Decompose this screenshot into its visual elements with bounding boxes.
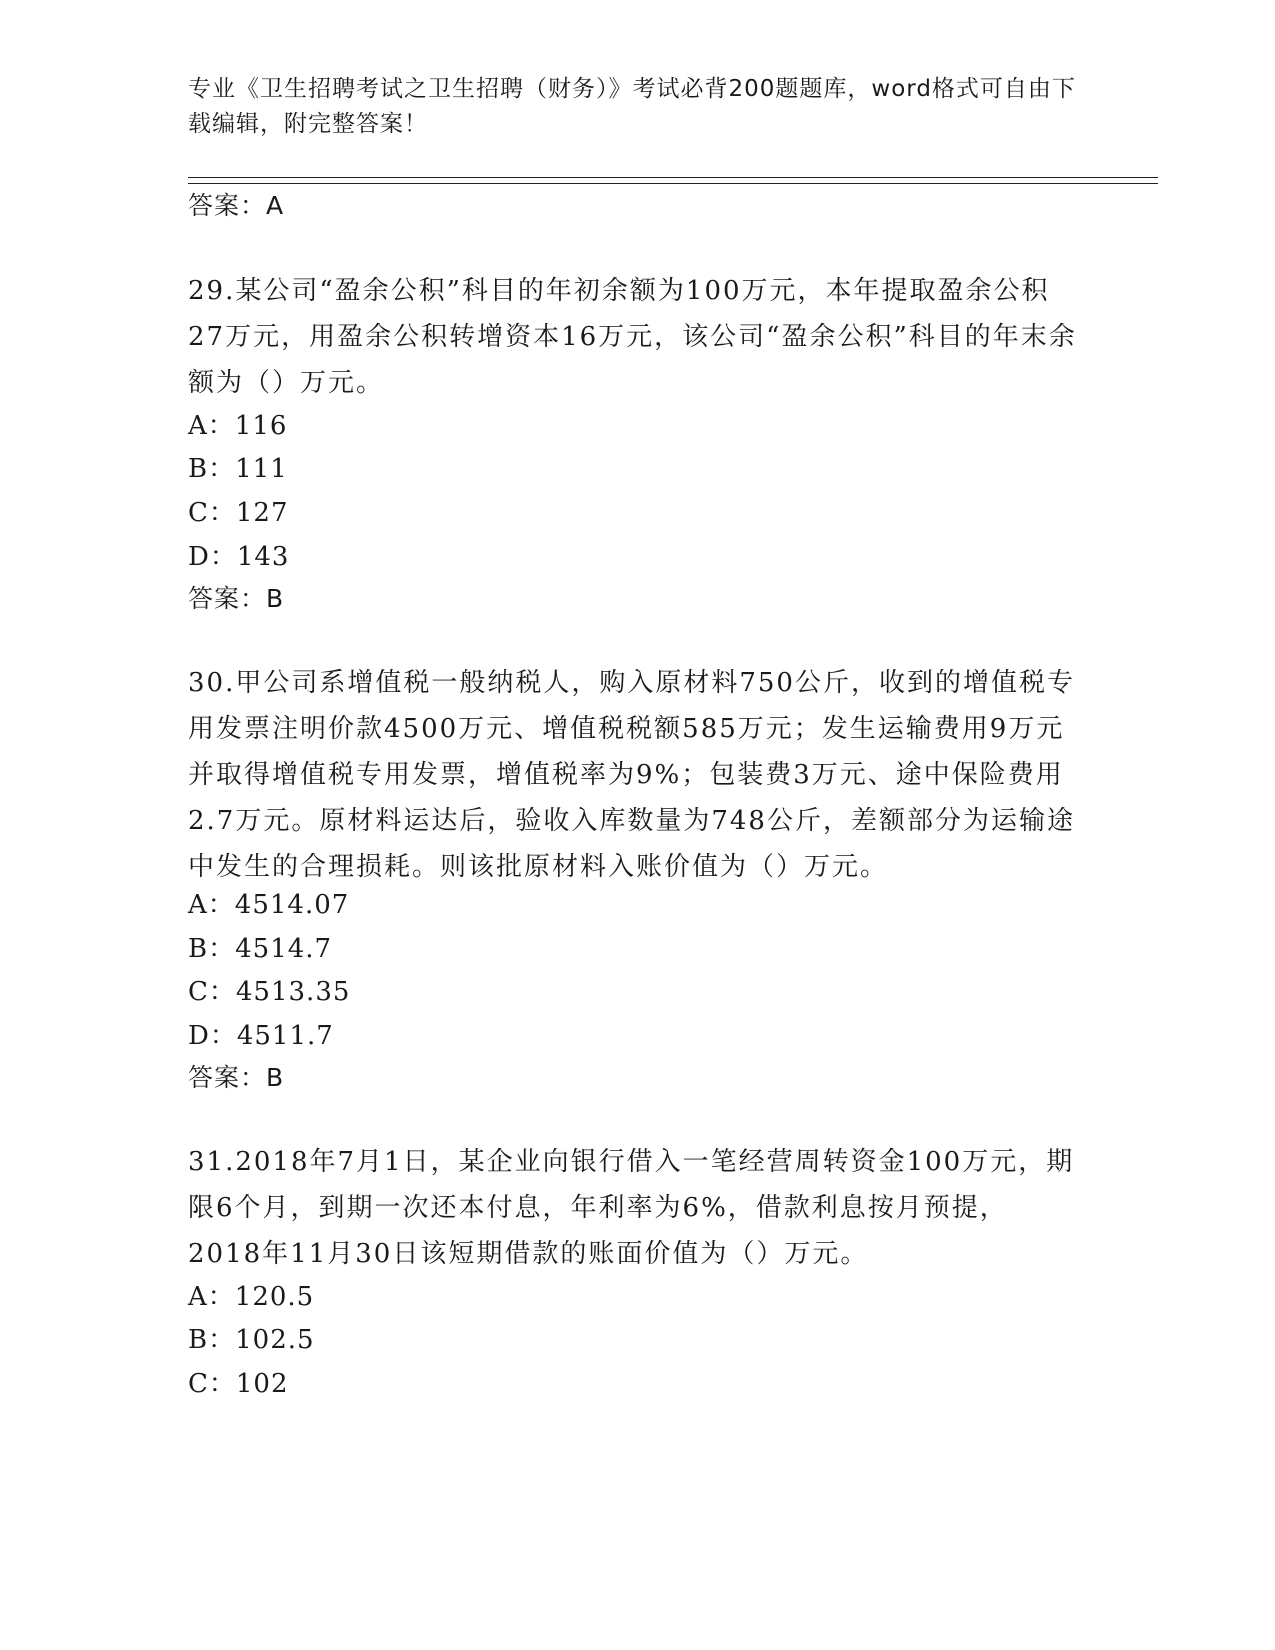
question-29-stem: 29.某公司“盈余公积”科目的年初余额为100万元，本年提取盈余公积27万元，用盈余公积转增资本16万元，该公司“盈余公积”科目的年末余额为（）万元。 xyxy=(188,276,1077,398)
question-30-option-a: A：4514.07 xyxy=(188,890,350,920)
question-29-option-d: D：143 xyxy=(188,542,290,572)
question-30-stem: 30.甲公司系增值税一般纳税人，购入原材料750公斤，收到的增值税专用发票注明价款4500万元、增值税税额585万元；发生运输费用9万元并取得增值税专用发票，增值税率为9%；包装费3万元、途中保险费用2.7万元。原材料运达后，验收入库数量为748公斤，差额部分为运输途中发生的合理损耗。则该批原材料入账价值为（）万元。 xyxy=(188,668,1075,882)
question-29-option-c: C：127 xyxy=(188,498,289,528)
question-29-answer: 答案：B xyxy=(188,584,285,613)
question-29-option-a: A：116 xyxy=(188,411,288,441)
previous-answer: 答案：A xyxy=(188,191,285,220)
question-29-option-b: B：111 xyxy=(188,454,288,484)
header-divider-top xyxy=(188,177,1158,178)
question-31-option-c: C：102 xyxy=(188,1369,289,1399)
document-header-title: 专业《卫生招聘考试之卫生招聘（财务）》考试必背200题题库，word格式可自由下载编辑，附完整答案！ xyxy=(188,76,1076,137)
question-31-option-b: B：102.5 xyxy=(188,1325,315,1355)
question-30-option-d: D：4511.7 xyxy=(188,1021,334,1051)
header-divider-bottom xyxy=(188,183,1158,184)
question-30-answer: 答案：B xyxy=(188,1063,285,1092)
question-30-option-c: C：4513.35 xyxy=(188,977,351,1007)
question-31-stem: 31.2018年7月1日，某企业向银行借入一笔经营周转资金100万元，期限6个月，到期一次还本付息，年利率为6%，借款利息按月预提，2018年11月30日该短期借款的账面价值为（）万元。 xyxy=(188,1147,1075,1269)
question-31-option-a: A：120.5 xyxy=(188,1282,315,1312)
question-30-option-b: B：4514.7 xyxy=(188,934,333,964)
